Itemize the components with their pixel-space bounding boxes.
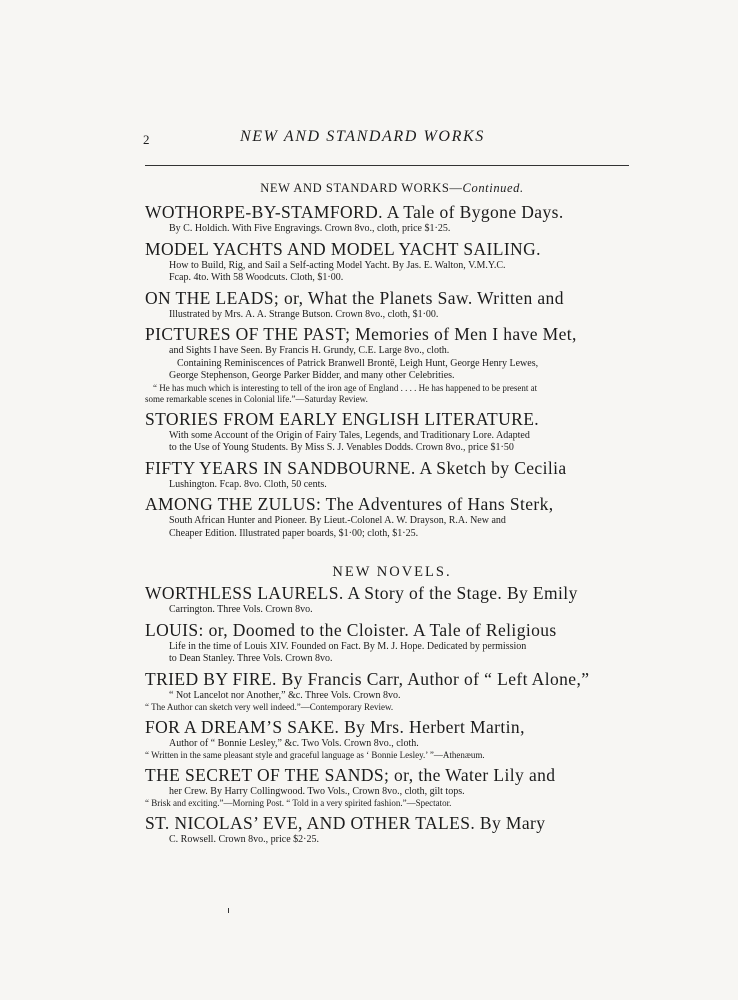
novel-detail: Carrington. Three Vols. Crown 8vo. (169, 604, 313, 615)
novel-detail: “ Not Lancelot nor Another,” &c. Three Vols. Crown 8vo. (169, 689, 401, 701)
section-heading-continued: Continued. (462, 181, 524, 195)
novel-title: WORTHLESS LAURELS. A Story of the Stage. By Emily (145, 583, 578, 603)
book-detail: Containing Reminiscences of Patrick Branwell Brontë, Leigh Hunt, George Henry Lewes, (177, 357, 539, 369)
page-content (145, 180, 639, 849)
section-heading (145, 180, 639, 196)
book-entry (145, 239, 639, 285)
review-quote: “ Written in the same pleasant style and graceful language as ‘ Bonnie Lesley.’ ”—Athenæum. (145, 750, 485, 760)
novel-entry (145, 717, 639, 762)
novel-detail: to Dean Stanley. Three Vols. Crown 8vo. (169, 653, 333, 664)
book-detail: Lushington. Fcap. 8vo. Cloth, 50 cents. (169, 478, 327, 490)
book-title: PICTURES OF THE PAST; Memories of Men I have Met, (145, 324, 577, 344)
book-detail: Fcap. 4to. With 58 Woodcuts. Cloth, $1·00. (169, 272, 344, 283)
novel-title: FOR A DREAM’S SAKE. By Mrs. Herbert Martin, (145, 716, 525, 737)
book-title: WOTHORPE-BY-STAMFORD. A Tale of Bygone Days. (145, 202, 564, 222)
novel-entry (145, 813, 639, 847)
book-detail: South African Hunter and Pioneer. By Lieut.-Colonel A. W. Drayson, R.A. New and (169, 515, 506, 526)
novel-detail: Life in the time of Louis XIV. Founded on Fact. By M. J. Hope. Dedicated by permission (169, 640, 527, 652)
printer-mark (228, 908, 229, 913)
header-rule (145, 165, 629, 166)
book-entry (145, 458, 639, 492)
book-title: ON THE LEADS; or, What the Planets Saw. Written and (145, 287, 564, 308)
book-entry (145, 324, 639, 406)
book-title: STORIES FROM EARLY ENGLISH LITERATURE. (145, 408, 540, 429)
review-quote: “ The Author can sketch very well indeed.”—Contemporary Review. (145, 702, 394, 712)
novel-entry (145, 669, 639, 714)
book-detail: and Sights I have Seen. By Francis H. Grundy, C.E. Large 8vo., cloth. (169, 345, 450, 356)
running-head: NEW AND STANDARD WORKS (240, 128, 485, 145)
novel-title: THE SECRET OF THE SANDS; or, the Water Lily and (145, 764, 556, 785)
book-detail: to the Use of Young Students. By Miss S. J. Venables Dodds. Crown 8vo., price $1·50 (169, 442, 514, 453)
book-detail: How to Build, Rig, and Sail a Self-acting Model Yacht. By Jas. E. Walton, V.M.Y.C. (169, 259, 506, 271)
book-detail: Illustrated by Mrs. A. A. Strange Butson. Crown 8vo., cloth, $1·00. (169, 308, 439, 320)
novel-title: LOUIS: or, Doomed to the Cloister. A Tale of Religious (145, 619, 557, 640)
new-novels-heading: NEW NOVELS. (332, 564, 452, 580)
novel-title: TRIED BY FIRE. By Francis Carr, Author of “ Left Alone,” (145, 668, 590, 689)
book-entry (145, 288, 639, 322)
novel-detail: Author of “ Bonnie Lesley,” &c. Two Vols. Crown 8vo., cloth. (169, 737, 419, 749)
book-detail: With some Account of the Origin of Fairy Tales, Legends, and Traditionary Lore. Adapted (169, 429, 530, 441)
review-quote: “ He has much which is interesting to tell of the iron age of England . . . . He has happened to be present at (153, 382, 538, 393)
book-detail: Cheaper Edition. Illustrated paper boards, $1·00; cloth, $1·25. (169, 527, 419, 539)
novel-detail: her Crew. By Harry Collingwood. Two Vols., Crown 8vo., cloth, gilt tops. (169, 785, 465, 797)
book-title: MODEL YACHTS AND MODEL YACHT SAILING. (145, 238, 541, 259)
book-entry (145, 202, 639, 236)
book-title: FIFTY YEARS IN SANDBOURNE. A Sketch by Cecilia (145, 457, 567, 478)
book-entry (145, 494, 639, 540)
review-quote: some remarkable scenes in Colonial life.”—Saturday Review. (145, 394, 368, 404)
book-detail: By C. Holdich. With Five Engravings. Crown 8vo., cloth, price $1·25. (169, 223, 451, 234)
book-detail: George Stephenson, George Parker Bidder, and many other Celebrities. (169, 370, 455, 381)
novel-title: ST. NICOLAS’ EVE, AND OTHER TALES. By Mary (145, 812, 546, 833)
section-heading-text: NEW AND STANDARD WORKS— (260, 181, 463, 195)
novel-entry (145, 620, 639, 666)
novel-entry (145, 583, 639, 617)
book-title: AMONG THE ZULUS: The Adventures of Hans Sterk, (145, 494, 554, 514)
book-entry (145, 409, 639, 455)
novel-detail: C. Rowsell. Crown 8vo., price $2·25. (169, 833, 319, 845)
review-quote: “ Brisk and exciting.”—Morning Post. “ Told in a very spirited fashion.”—Spectator. (145, 798, 452, 808)
page-number: 2 (143, 132, 150, 147)
novel-entry (145, 765, 639, 810)
